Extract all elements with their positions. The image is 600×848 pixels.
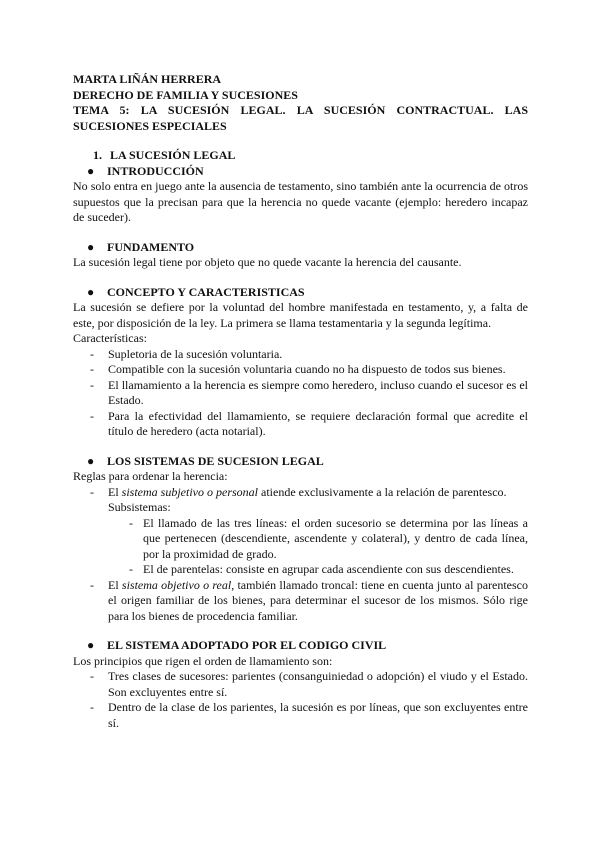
subheading-introduccion: [73, 164, 528, 180]
section-title: LA SUCESIÓN LEGAL: [110, 148, 236, 162]
subheading-text: INTRODUCCIÓN: [107, 163, 204, 178]
topic-title-line2: SUCESIONES ESPECIALES: [73, 118, 227, 133]
subheading-text: FUNDAMENTO: [107, 239, 195, 254]
codigo-intro: Los principios que rigen el orden de llamamiento son:: [73, 653, 333, 668]
bullet-icon: ●: [87, 638, 95, 652]
subject-title: DERECHO DE FAMILIA Y SUCESIONES: [73, 87, 298, 102]
paragraph-introduccion: No solo entra en juego ante la ausencia de testamento, sino también ante la ocurrencia de otros supuestos que la precisan para que la herencia no quede vacante (ejemplo: heredero incapaz de suceder).: [73, 179, 528, 224]
section-number: 1.: [93, 148, 102, 162]
list-item-text: Tres clases de sucesores: parientes (consanguiniedad o adopción) el viudo y el Estado. Son excluyentes entre sí.: [108, 669, 528, 699]
list-item: [73, 409, 528, 440]
list-item-text: Dentro de la clase de los parientes, la sucesión es por líneas, que son excluyentes entre sí.: [108, 700, 528, 730]
dash-icon: -: [90, 377, 94, 392]
bullet-icon: ●: [87, 163, 95, 178]
dash-icon: -: [90, 484, 94, 499]
paragraph-fundamento: La sucesión legal tiene por objeto que no quede vacante la herencia del causante.: [73, 255, 462, 269]
list-item-subjetivo: - El sistema subjetivo o personal atiende exclusivamente a la relación de parentesco.: [90, 484, 507, 499]
subheading-text: CONCEPTO Y CARACTERISTICAS: [107, 284, 305, 299]
subsistemas-label: Subsistemas:: [108, 500, 171, 514]
dash-icon: -: [90, 577, 94, 592]
sistemas-intro: Reglas para ordenar la herencia:: [73, 469, 228, 483]
sublist-item: [73, 562, 528, 578]
list-item: [73, 700, 528, 731]
paragraph-concepto: La sucesión se defiere por la voluntad del hombre manifestada en testamento, y, a falta de este, por disposición de la ley. La primera se llama testamentaria y la segunda legítima.: [73, 300, 528, 330]
dash-icon: -: [129, 515, 133, 530]
dash-icon: -: [129, 562, 133, 576]
sublist-item-text: El de parentelas: consiste en agrupar cada ascendiente con sus descendientes.: [143, 562, 514, 576]
sublist-item: [73, 516, 528, 563]
bullet-icon: ●: [87, 284, 95, 299]
subheading-text: EL SISTEMA ADOPTADO POR EL CODIGO CIVIL: [107, 638, 387, 652]
subheading-codigo-civil: [73, 638, 528, 654]
topic-title-line1: TEMA 5: LA SUCESIÓN LEGAL. LA SUCESIÓN CONTRACTUAL. LAS: [73, 103, 528, 117]
list-item-objetivo: - El sistema objetivo o real, también llamado troncal: tiene en cuenta junto al parentesco el origen familiar de los bienes, para determinar el sucesor de los mismos. Sólo rige para los bienes de procedencia familiar.: [90, 577, 528, 623]
sublist-item-text: El llamado de las tres líneas: el orden sucesorio se determina por las líneas a que pertenecen (descendiente, ascendente y colateral), y dentro de cada línea, por la proximidad de grado.: [143, 515, 528, 561]
list-item: [73, 378, 528, 409]
list-item-text: El llamamiento a la herencia es siempre como heredero, incluso cuando el sucesor es el Estado.: [108, 377, 528, 407]
list-item-text: Supletoria de la sucesión voluntaria.: [108, 346, 283, 361]
dash-icon: -: [90, 362, 94, 376]
list-item-text: Compatible con la sucesión voluntaria cuando no ha dispuesto de todos sus bienes.: [108, 362, 506, 376]
bullet-icon: ●: [87, 239, 95, 254]
dash-icon: -: [90, 408, 94, 423]
subheading-fundamento: [73, 240, 528, 256]
document-page: [73, 72, 528, 731]
dash-icon: -: [90, 669, 94, 683]
document-header: [73, 72, 528, 134]
subheading-text: LOS SISTEMAS DE SUCESION LEGAL: [107, 453, 324, 468]
term-objetivo: sistema objetivo o real: [121, 577, 232, 592]
subheading-sistemas: [73, 454, 528, 470]
author-name: MARTA LIÑÁN HERRERA: [73, 72, 222, 86]
section-heading: [73, 148, 528, 164]
list-item: [73, 669, 528, 700]
list-item-text: Para la efectividad del llamamiento, se requiere declaración formal que acredite el título de heredero (acta notarial).: [108, 408, 528, 438]
dash-icon: -: [90, 346, 94, 361]
subheading-concepto: [73, 285, 528, 301]
bullet-icon: ●: [87, 453, 95, 468]
term-subjetivo: sistema subjetivo o personal: [121, 484, 258, 499]
list-item: [73, 347, 528, 363]
list-item: [73, 362, 528, 378]
dash-icon: -: [90, 700, 94, 714]
caracteristicas-label: Características:: [73, 331, 147, 345]
